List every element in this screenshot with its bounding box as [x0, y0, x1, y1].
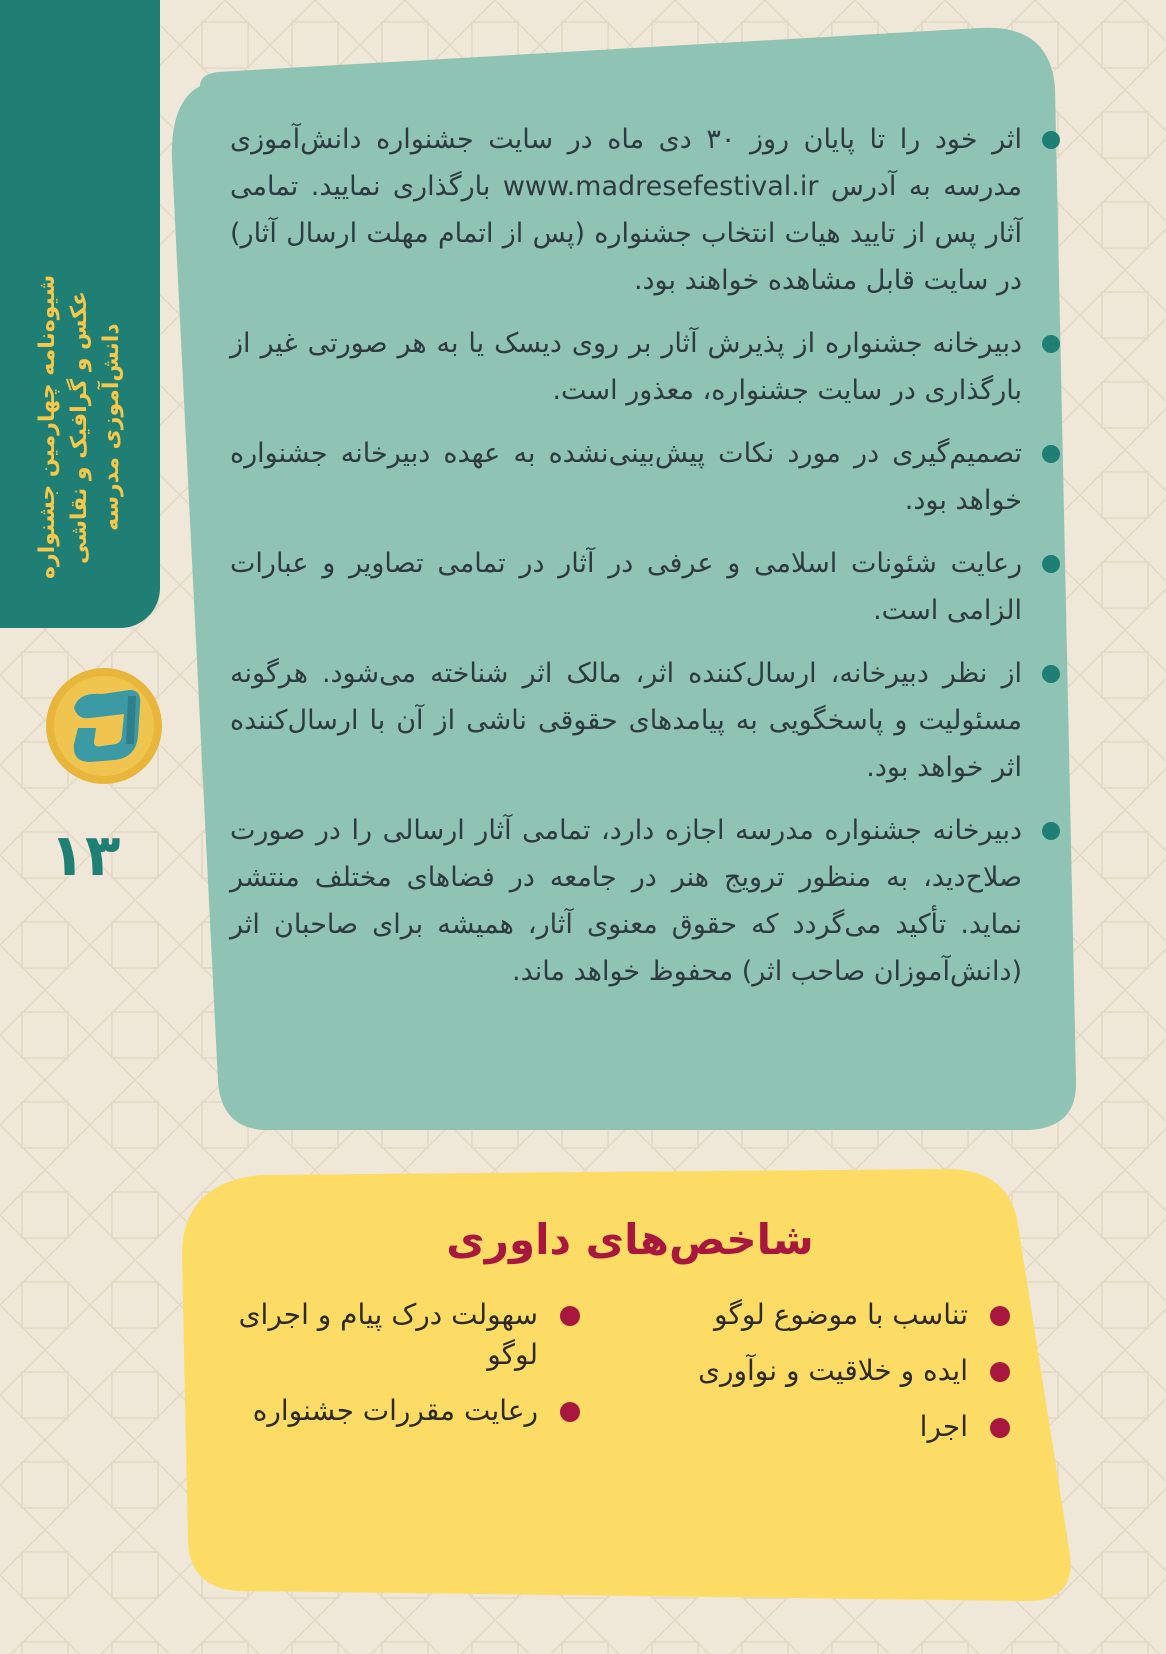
festival-logo-icon	[44, 666, 164, 786]
list-item	[230, 650, 1060, 791]
list-item	[230, 540, 1060, 634]
list-item	[640, 1351, 1010, 1391]
list-item	[200, 1391, 580, 1431]
bullet-icon	[990, 1418, 1010, 1438]
bullet-icon	[1042, 335, 1060, 353]
rule-text: دبیرخانه جشنواره از پذیرش آثار بر روی دیسک یا به هر صورتی غیر از بارگذاری در سایت جشنواره، معذور است.	[230, 328, 1022, 406]
criteria-text: تناسب با موضوع لوگو	[714, 1298, 968, 1331]
page-number: ۱۳	[49, 821, 121, 889]
rule-text: از نظر دبیرخانه، ارسال‌کننده اثر، مالک اثر شناخته می‌شود. هرگونه مسئولیت و پاسخگویی به پیامدهای حقوقی ناشی از آن با ارسال‌کننده اثر خواهد بود.	[230, 658, 1022, 783]
rules-list	[230, 116, 1060, 1011]
list-item	[640, 1295, 1010, 1335]
list-item	[230, 320, 1060, 414]
list-item	[230, 430, 1060, 524]
criteria-column-left	[200, 1295, 580, 1447]
criteria-text: ایده و خلاقیت و نوآوری	[698, 1354, 968, 1387]
bullet-icon	[1042, 665, 1060, 683]
bullet-icon	[990, 1362, 1010, 1382]
criteria-title: شاخص‌های داوری	[446, 1215, 814, 1264]
bullet-icon	[560, 1306, 580, 1326]
document-title-line-3: دانش‌آموزی مدرسه	[99, 323, 124, 531]
list-item	[230, 116, 1060, 304]
bullet-icon	[1042, 822, 1060, 840]
document-title	[20, 262, 140, 592]
bullet-icon	[990, 1306, 1010, 1326]
rule-text: تصمیم‌گیری در مورد نکات پیش‌بینی‌نشده به عهده دبیرخانه جشنواره خواهد بود.	[230, 438, 1022, 516]
criteria-text: رعایت مقررات جشنواره	[252, 1394, 538, 1427]
rule-text: دبیرخانه جشنواره مدرسه اجازه دارد، تمامی آثار ارسالی را در صورت صلاح‌دید، به منظور ترویج هنر در جامعه در فضاهای مختلف منتشر نماید. تأکید می‌گردد که حقوق معنوی آثار، همیشه برای صاحبان اثر (دانش‌آموزان صاحب اثر) محفوظ خواهد ماند.	[230, 815, 1022, 987]
bullet-icon	[1042, 555, 1060, 573]
list-item	[200, 1295, 580, 1375]
document-title-line-1: شیوه‌نامه چهارمین جشنواره	[35, 274, 60, 580]
bullet-icon	[1042, 445, 1060, 463]
rule-text: اثر خود را تا پایان روز ۳۰ دی ماه در سایت جشنواره دانش‌آموزی مدرسه به آدرس www.madresefestival.ir بارگذاری نمایید. تمامی آثار پس از تایید هیات انتخاب جشنواره (پس از اتمام مهلت ارسال آثار) در سایت قابل مشاهده خواهند بود.	[230, 124, 1023, 296]
criteria-column-right	[640, 1295, 1010, 1463]
bullet-icon	[560, 1402, 580, 1422]
bullet-icon	[1042, 131, 1060, 149]
list-item	[640, 1407, 1010, 1447]
list-item	[230, 807, 1060, 995]
criteria-text: سهولت درک پیام و اجرای لوگو	[238, 1298, 538, 1371]
rule-text: رعایت شئونات اسلامی و عرفی در آثار در تمامی تصاویر و عبارات الزامی است.	[230, 548, 1022, 626]
document-title-line-2: عکس و گرافیک و نقاشی	[67, 290, 92, 564]
criteria-text: اجرا	[919, 1410, 968, 1443]
